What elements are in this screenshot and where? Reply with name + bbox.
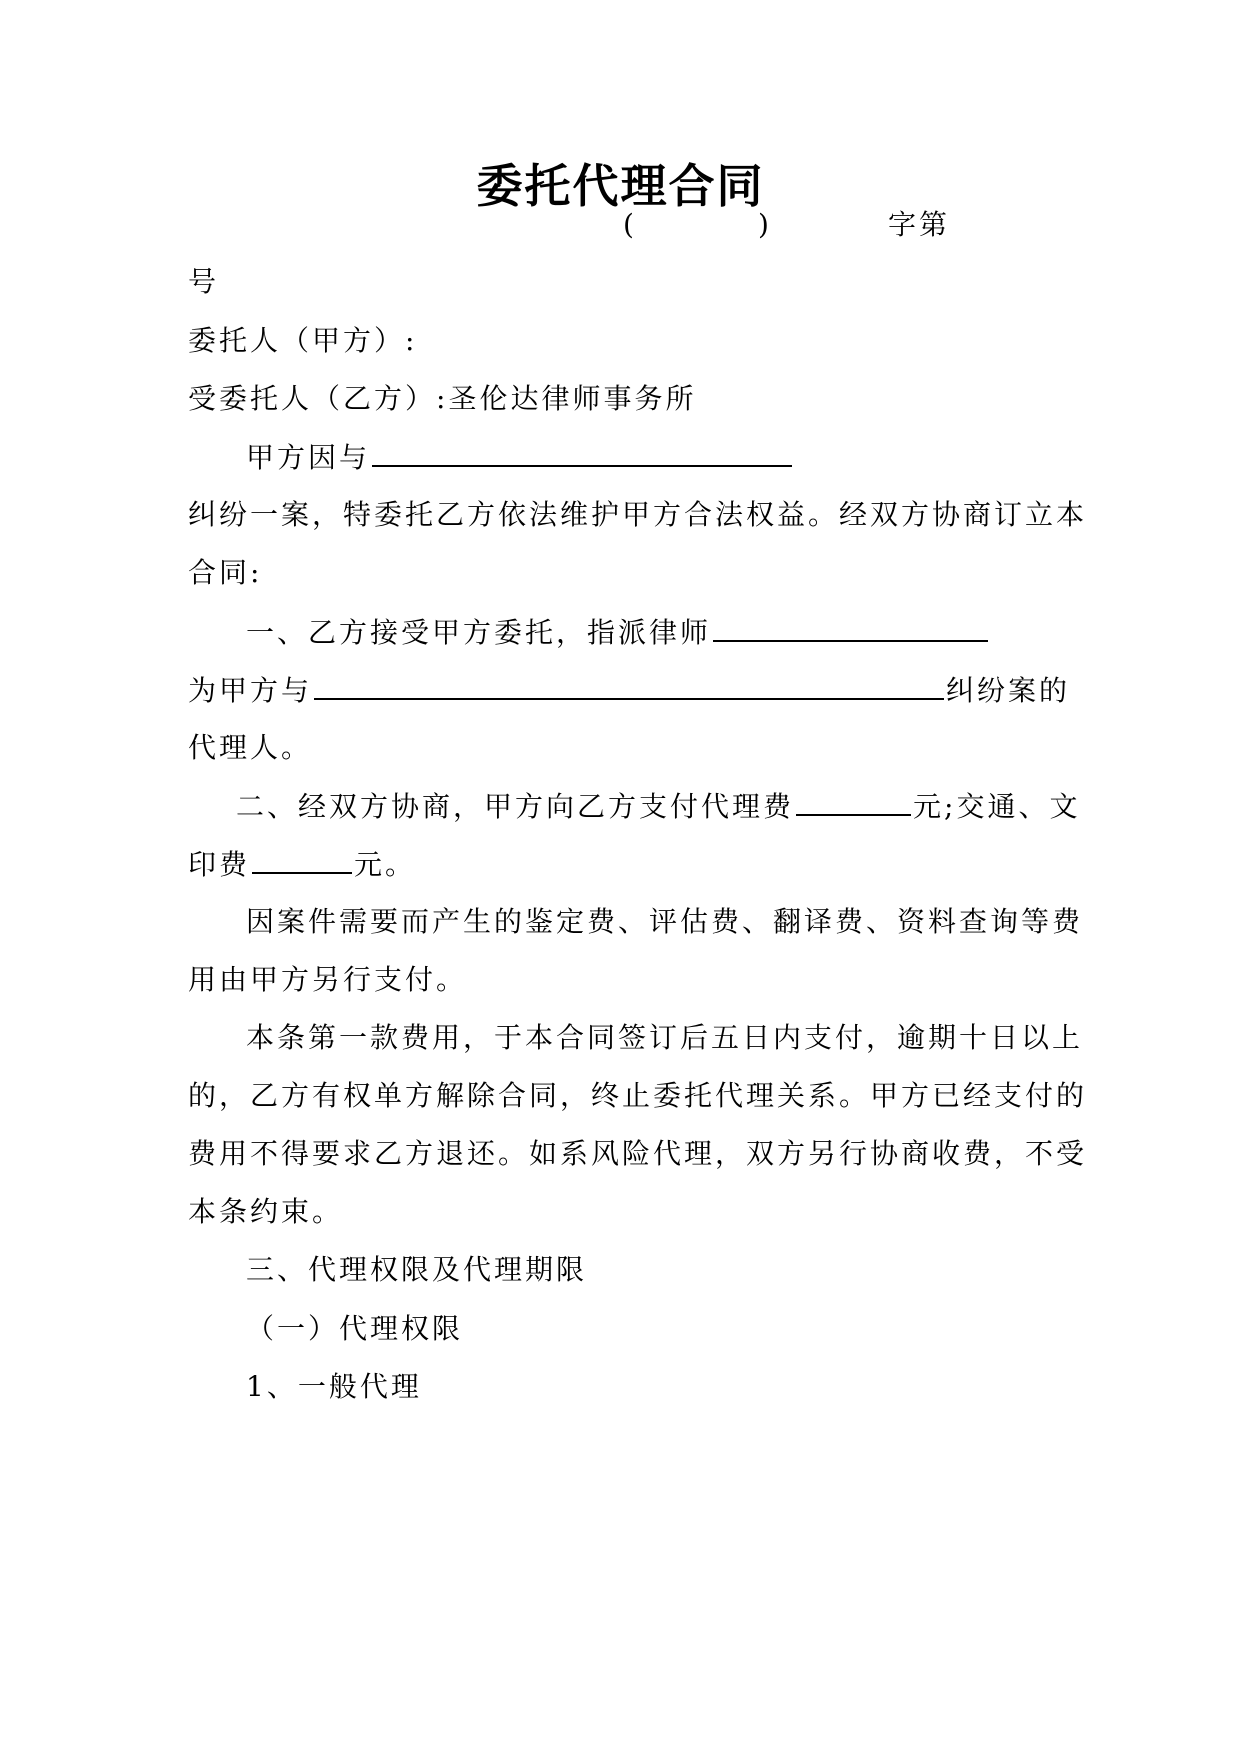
clause3-item1: 1、一般代理 xyxy=(246,1370,422,1403)
clause2-line2-prefix: 印费 xyxy=(188,848,251,881)
lawyer-name-blank xyxy=(713,612,988,642)
case-number-line xyxy=(188,205,1058,245)
clause2-line-2 xyxy=(188,844,1058,884)
printing-fee-blank xyxy=(252,844,352,874)
clause2-line2-suffix: 元。 xyxy=(354,848,417,881)
intro-line-3: 合同: xyxy=(188,556,263,589)
dispute-party-blank xyxy=(314,670,944,700)
case-number-paren-close: ) xyxy=(758,208,772,241)
fees-line-1: 因案件需要而产生的鉴定费、评估费、翻译费、资料查询等费 xyxy=(246,905,1084,938)
case-number-paren-open: ( xyxy=(623,208,637,241)
document-title: 委托代理合同 xyxy=(476,159,765,213)
clause2-line-1 xyxy=(236,786,1106,826)
payment-line-2: 的，乙方有权单方解除合同，终止委托代理关系。甲方已经支付的 xyxy=(188,1079,1088,1112)
payment-line-4: 本条约束。 xyxy=(188,1195,344,1228)
clause2-mid: 元;交通、文 xyxy=(913,790,1081,823)
payment-line-3: 费用不得要求乙方退还。如系风险代理，双方另行协商收费，不受 xyxy=(188,1137,1088,1170)
clause1-line2-prefix: 为甲方与 xyxy=(188,674,313,707)
agency-fee-blank xyxy=(796,786,911,816)
clause3-sub1: （一）代理权限 xyxy=(246,1312,464,1345)
principal-label: 委托人（甲方）: xyxy=(188,324,418,357)
clause1-line-3: 代理人。 xyxy=(188,731,313,764)
clause3-heading: 三、代理权限及代理期限 xyxy=(246,1253,588,1286)
intro-line-2: 纠纷一案，特委托乙方依法维护甲方合法权益。经双方协商订立本 xyxy=(188,498,1088,531)
clause1-line-1 xyxy=(246,612,1116,652)
agent-line xyxy=(188,379,1058,419)
clause2-prefix: 二、经双方协商，甲方向乙方支付代理费 xyxy=(236,790,795,823)
case-number-zi-di: 字第 xyxy=(888,208,951,241)
intro-line-1 xyxy=(246,437,1116,477)
intro-prefix: 甲方因与 xyxy=(246,441,371,474)
fees-line-2: 用由甲方另行支付。 xyxy=(188,963,468,996)
clause1-line2-suffix: 纠纷案的 xyxy=(946,674,1071,707)
agent-label: 受委托人（乙方）: xyxy=(188,382,449,415)
payment-line-1: 本条第一款费用，于本合同签订后五日内支付，逾期十日以上 xyxy=(246,1021,1084,1054)
case-number-hao: 号 xyxy=(188,265,220,298)
clause1-prefix: 一、乙方接受甲方委托，指派律师 xyxy=(246,616,712,649)
agent-name: 圣伦达律师事务所 xyxy=(448,382,697,415)
clause1-line-2 xyxy=(188,670,1071,710)
opponent-blank xyxy=(372,437,792,467)
